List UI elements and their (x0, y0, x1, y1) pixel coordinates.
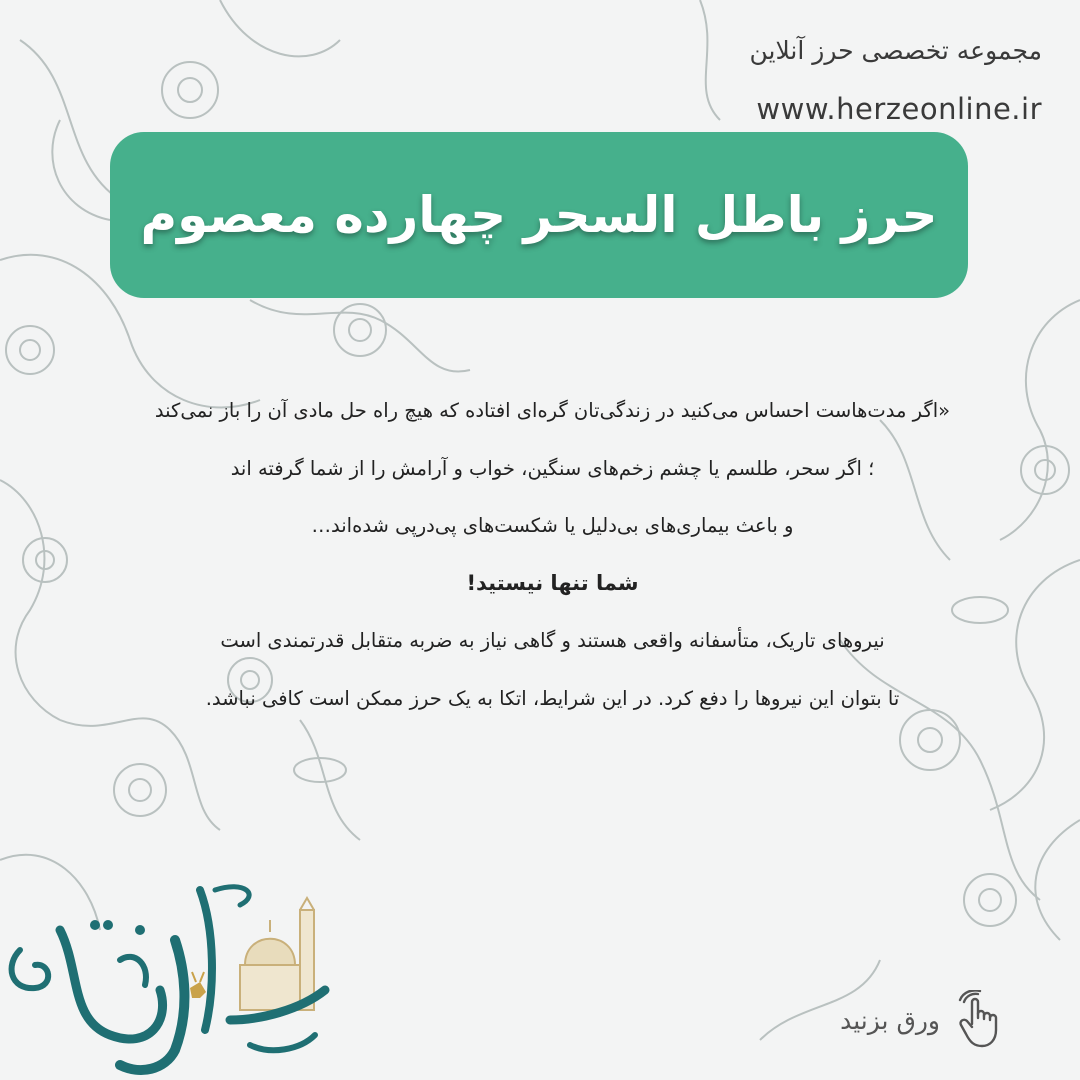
body-text (80, 382, 1025, 727)
title-banner (110, 132, 968, 298)
website-url[interactable]: www.herzeonline.ir (756, 92, 1042, 126)
swipe-label: ورق بزنید (840, 1005, 940, 1035)
body-line: نیروهای تاریک، متأسفانه واقعی هستند و گاهی نیاز به ضربه متقابل قدرتمندی است (220, 629, 885, 652)
page-title: حرز باطل السحر چهارده معصوم (140, 186, 938, 244)
swipe-hint[interactable] (840, 985, 1010, 1055)
herzeonline-logo (0, 870, 330, 1080)
body-line: تا بتوان این نیروها را دفع کرد. در این شرایط، اتکا به یک حرز ممکن است کافی نباشد. (205, 686, 900, 710)
body-emphasis-line: شما تنها نیستید! (466, 570, 639, 595)
pointing-hand-icon (954, 990, 1010, 1050)
body-line: «اگر مدت‌هاست احساس می‌کنید در زندگی‌تان گره‌ای افتاده که هیچ راه حل مادی آن را باز نمی‌کند (154, 399, 951, 422)
body-line: ؛ اگر سحر، طلسم یا چشم زخم‌های سنگین، خواب و آرامش را از شما گرفته اند (230, 456, 875, 480)
brand-name: مجموعه تخصصی حرز آنلاین (749, 36, 1042, 65)
body-line: و باعث بیماری‌های بی‌دلیل یا شکست‌های پی‌درپی شده‌اند… (311, 514, 794, 537)
shrine-dome-icon (240, 898, 314, 1010)
